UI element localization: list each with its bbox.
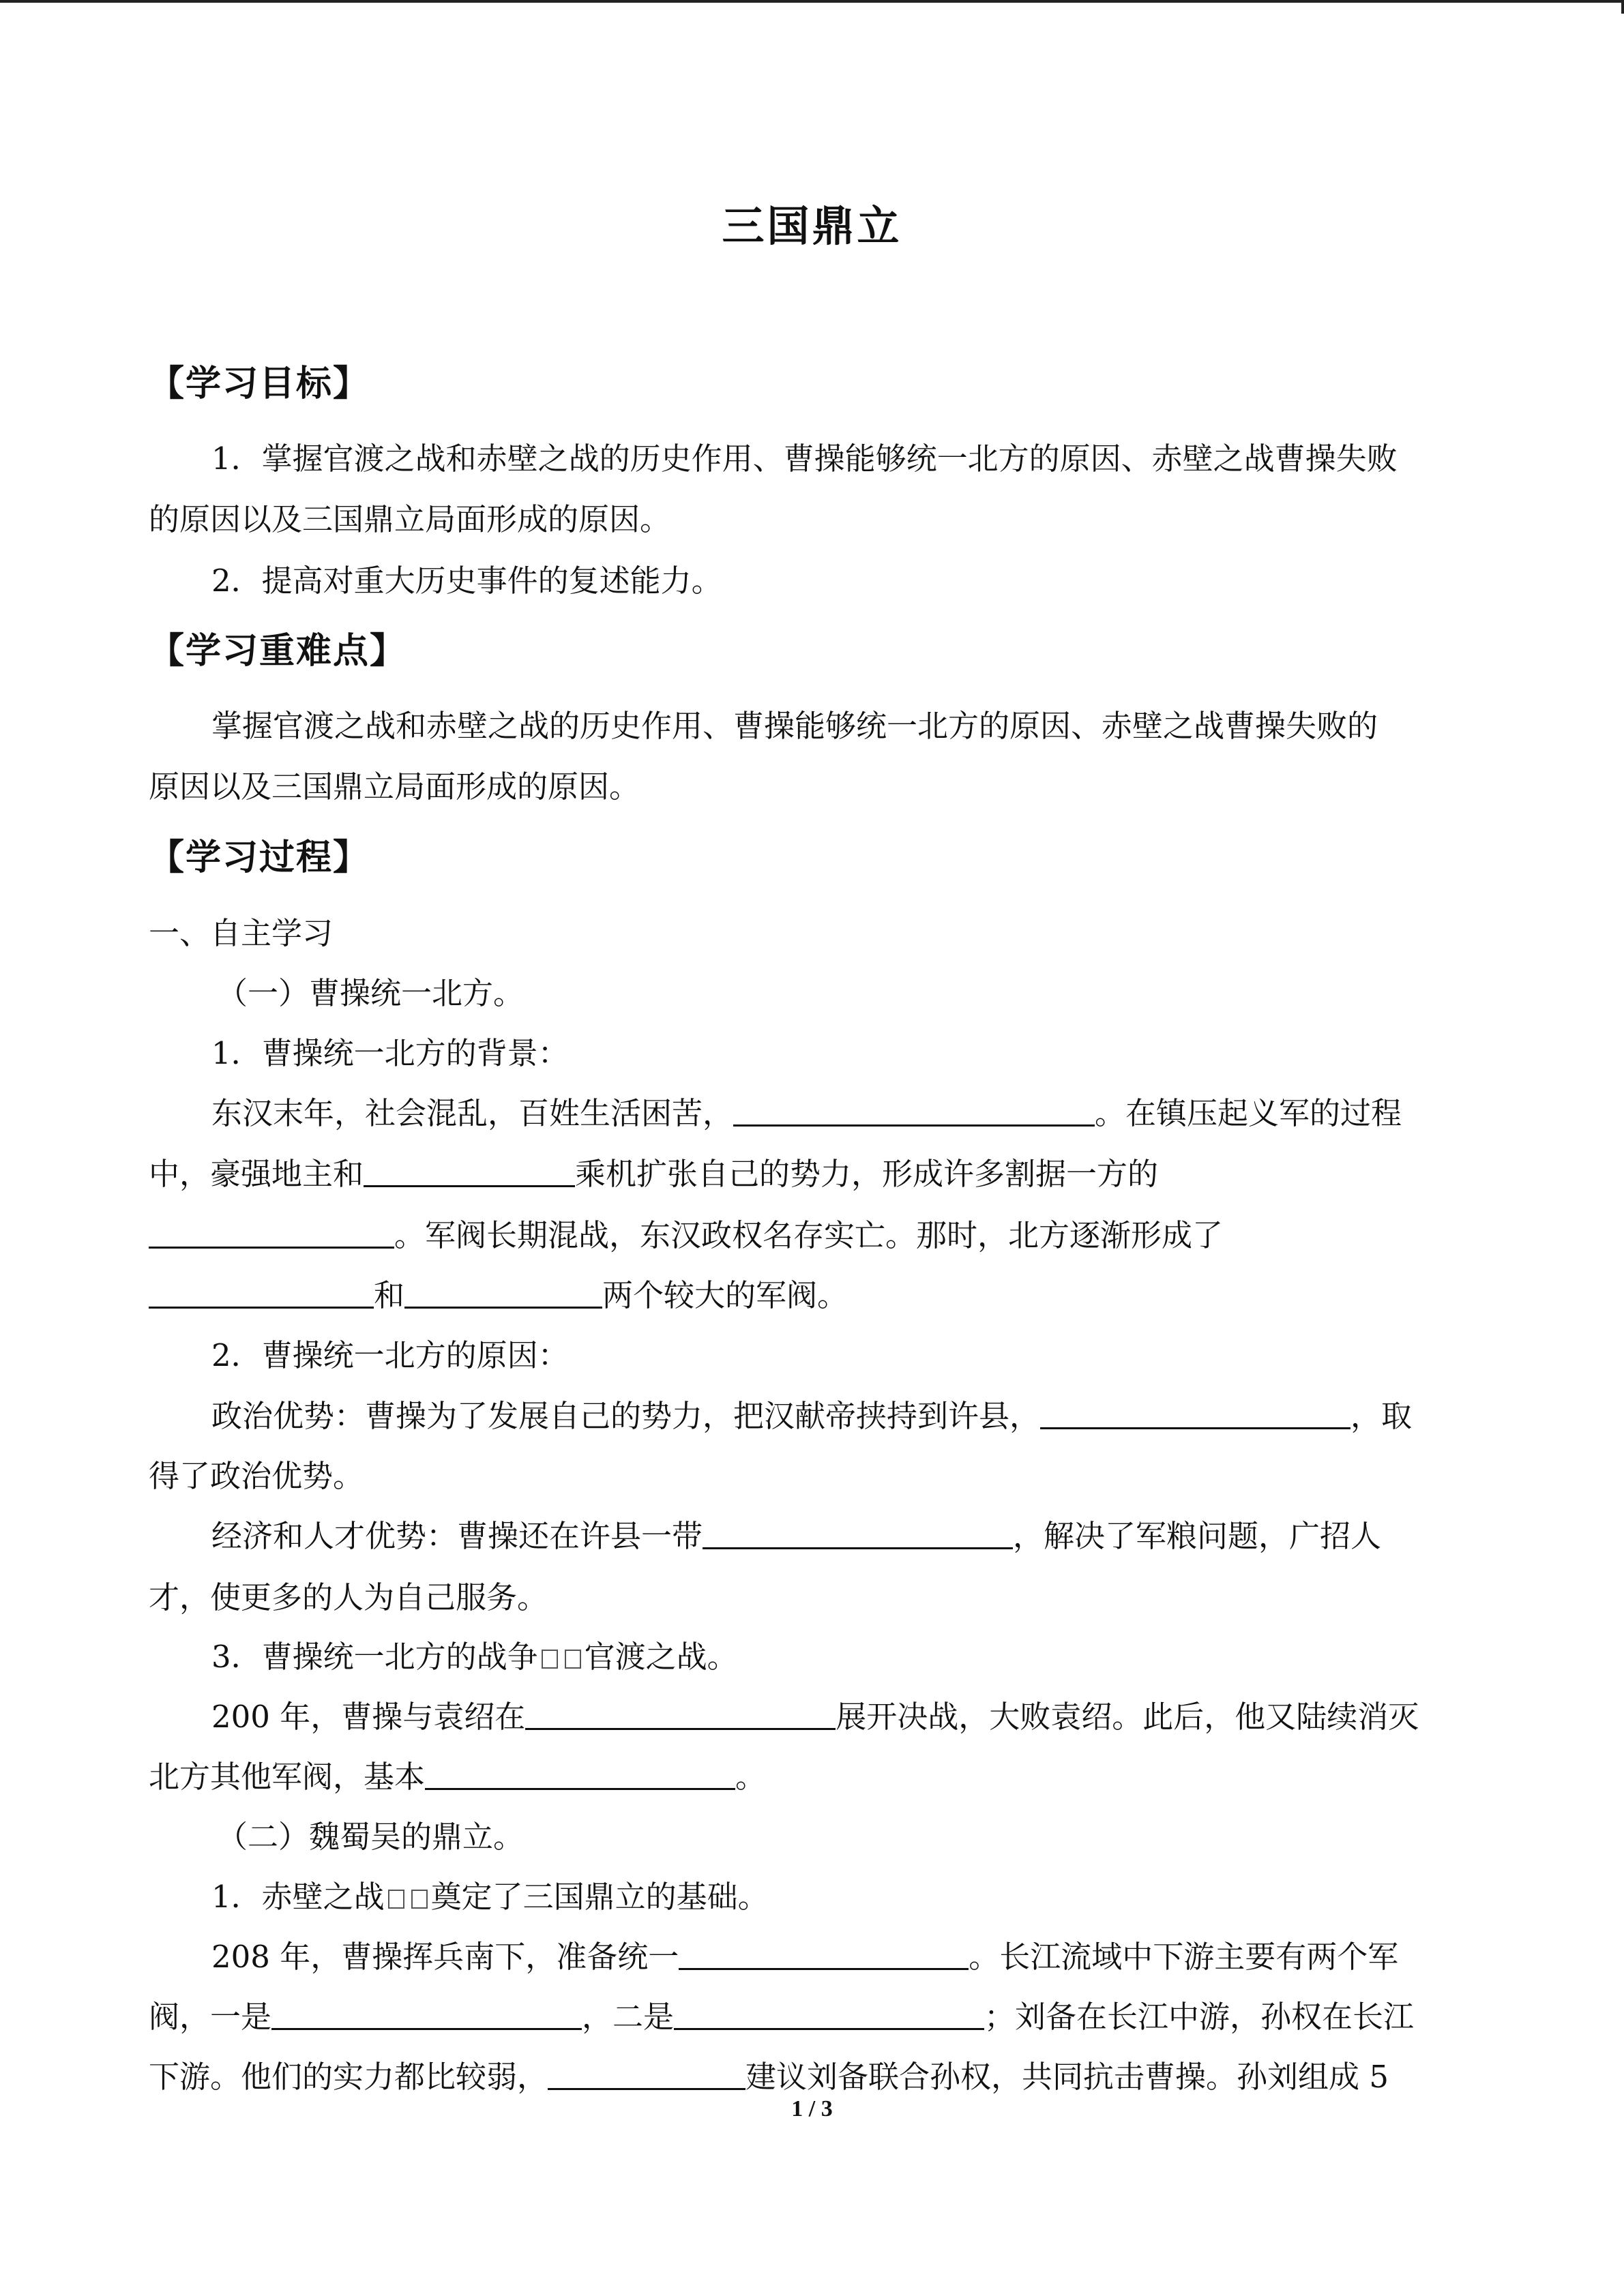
question-1-text-c: 中，豪强地主和 [149, 1156, 364, 1192]
objective-1-line-1: 1．掌握官渡之战和赤壁之战的历史作用、曹操能够统一北方的原因、赤壁之战曹操失败 [211, 441, 1398, 477]
red-cliffs-line-1 [149, 1937, 1398, 1978]
blank-answer[interactable] [525, 1697, 836, 1730]
missing-glyph-box [565, 1650, 581, 1669]
question-1-text-a: 东汉末年，社会混乱，百姓生活困苦， [211, 1095, 734, 1131]
corner-mark [1621, 0, 1624, 14]
focus-line-2: 原因以及三国鼎立局面形成的原因。 [149, 769, 640, 805]
red-cliffs-text-e: 阀，一是 [149, 1999, 272, 2035]
question-2-line-3 [149, 1516, 1381, 1557]
question-1-line-2 [149, 1154, 1158, 1195]
question-3-line-2 [149, 1757, 766, 1798]
blank-answer[interactable] [548, 2057, 745, 2090]
question-3-text-c: 200 年，曹操与袁绍在 [211, 1699, 526, 1735]
blank-answer[interactable] [679, 1937, 969, 1970]
red-cliffs-text-b: 奠定了三国鼎立的基础。 [430, 1879, 769, 1915]
blank-answer[interactable] [425, 1757, 735, 1790]
question-1-title: 1．曹操统一北方的背景： [211, 1035, 569, 1071]
question-1-text-e: 。军阀长期混战，东汉政权名存实亡。那时，北方逐渐形成了 [394, 1217, 1224, 1253]
blank-answer[interactable] [271, 1997, 582, 2030]
question-3-text-f: 。 [735, 1759, 767, 1795]
red-cliffs-text-i: 建议刘备联合孙权，共同抗击曹操。孙刘组成 5 [745, 2059, 1389, 2095]
document-page [149, 0, 1475, 2296]
question-1-text-f: 和 [374, 1277, 405, 1313]
red-cliffs-line-2 [149, 1997, 1414, 2038]
question-3-text-b: 官渡之战。 [584, 1639, 738, 1675]
page-title: 三国鼎立 [722, 201, 902, 251]
blank-answer[interactable] [674, 1997, 984, 2030]
question-3-line-1 [149, 1697, 1419, 1738]
question-3-title [149, 1637, 738, 1678]
missing-glyph-box [411, 1890, 428, 1909]
red-cliffs-text-h: 下游。他们的实力都比较弱， [149, 2059, 548, 2095]
question-2-line-4: 才，使更多的人为自己服务。 [149, 1579, 548, 1615]
question-3-text-d: 展开决战，大败袁绍。此后，他又陆续消灭 [836, 1699, 1419, 1735]
question-2-text-d: 经济和人才优势：曹操还在许县一带 [211, 1518, 703, 1554]
page-number: 1 / 3 [791, 2096, 833, 2121]
blank-answer[interactable] [149, 1275, 374, 1309]
focus-heading: 【学习重难点】 [149, 631, 407, 672]
question-2-line-2: 得了政治优势。 [149, 1458, 364, 1494]
missing-glyph-box [542, 1650, 558, 1669]
question-1-line-4 [149, 1275, 848, 1316]
red-cliffs-text-d: 。长江流域中下游主要有两个军 [969, 1939, 1399, 1975]
question-1-text-d: 乘机扩张自己的势力，形成许多割据一方的 [575, 1156, 1159, 1192]
objective-2: 2．提高对重大历史事件的复述能力。 [211, 563, 722, 599]
blank-answer[interactable] [364, 1154, 575, 1187]
question-1-text-g: 两个较大的军阀。 [602, 1277, 848, 1313]
objectives-heading: 【学习目标】 [149, 363, 370, 404]
missing-glyph-box [388, 1890, 404, 1909]
question-2-text-e: ，解决了军粮问题，广招人 [1013, 1518, 1382, 1554]
question-3-text-a: 3．曹操统一北方的战争 [211, 1639, 538, 1675]
question-1-text-b: 。在镇压起义军的过程 [1095, 1095, 1402, 1131]
question-2-title: 2．曹操统一北方的原因： [211, 1337, 569, 1373]
question-1-line-3 [149, 1215, 1223, 1256]
subsection-2-title: （二）魏蜀吴的鼎立。 [217, 1819, 525, 1855]
blank-answer[interactable] [703, 1516, 1013, 1549]
subsection-1-title: （一）曹操统一北方。 [217, 975, 525, 1011]
red-cliffs-text-g: ；刘备在长江中游，孙权在长江 [984, 1999, 1415, 2035]
objective-1-line-2: 的原因以及三国鼎立局面形成的原因。 [149, 501, 671, 537]
red-cliffs-text-a: 1．赤壁之战 [211, 1879, 385, 1915]
blank-answer[interactable] [1040, 1396, 1350, 1429]
blank-answer[interactable] [404, 1275, 602, 1309]
question-2-line-1 [149, 1396, 1412, 1437]
self-study-label: 一、自主学习 [149, 915, 334, 951]
blank-answer[interactable] [733, 1093, 1095, 1127]
blank-answer[interactable] [149, 1215, 394, 1249]
question-2-text-b: ，取 [1350, 1398, 1413, 1434]
process-heading: 【学习过程】 [149, 837, 370, 878]
question-2-text-a: 政治优势：曹操为了发展自己的势力，把汉献帝挟持到许县， [211, 1398, 1041, 1434]
red-cliffs-title [149, 1877, 769, 1918]
red-cliffs-text-c: 208 年，曹操挥兵南下，准备统一 [211, 1939, 679, 1975]
question-3-text-e: 北方其他军阀，基本 [149, 1759, 426, 1795]
question-1-line-1 [149, 1093, 1402, 1134]
red-cliffs-text-f: ，二是 [582, 1999, 675, 2035]
red-cliffs-line-3 [149, 2057, 1389, 2098]
focus-line-1: 掌握官渡之战和赤壁之战的历史作用、曹操能够统一北方的原因、赤壁之战曹操失败的 [211, 708, 1378, 744]
